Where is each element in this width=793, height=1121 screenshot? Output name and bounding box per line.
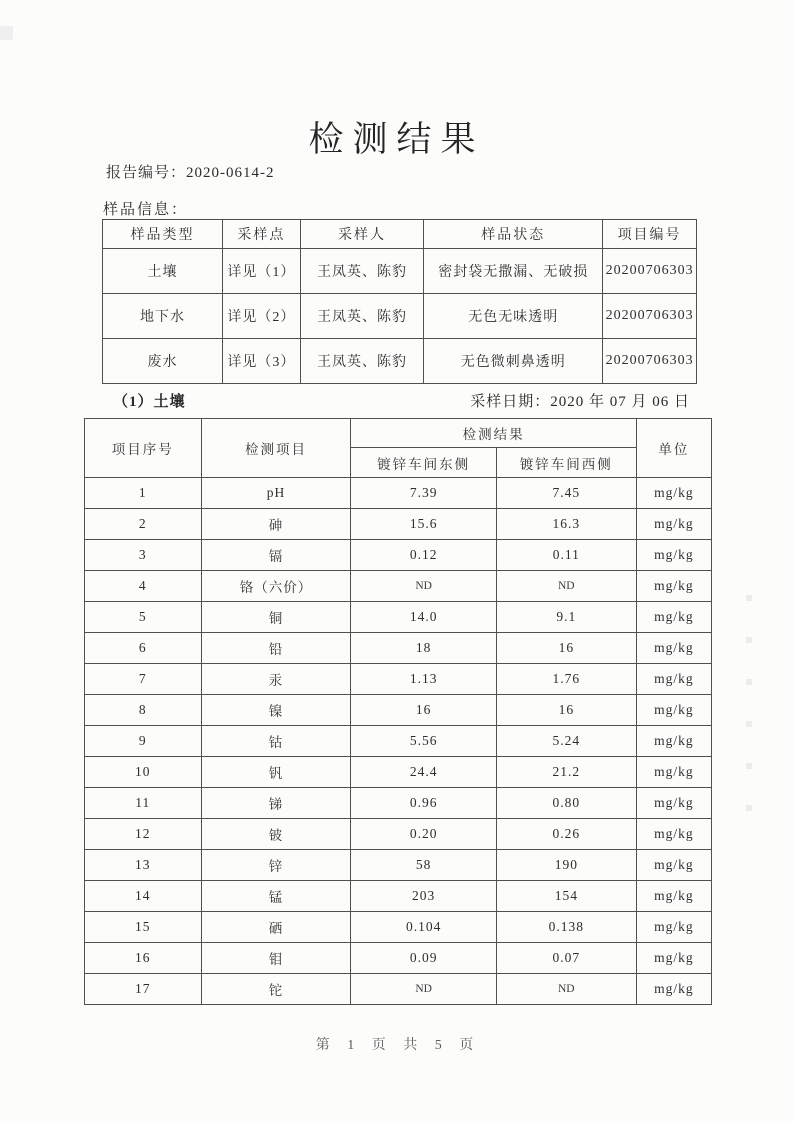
result-east: 7.39 bbox=[351, 478, 496, 509]
col-project-number: 项目编号 bbox=[603, 220, 697, 249]
result-unit: mg/kg bbox=[636, 664, 711, 695]
result-item: 汞 bbox=[201, 664, 351, 695]
result-unit: mg/kg bbox=[636, 912, 711, 943]
result-row bbox=[85, 695, 712, 726]
result-east: 14.0 bbox=[351, 602, 496, 633]
result-row bbox=[85, 757, 712, 788]
result-item: 锰 bbox=[201, 881, 351, 912]
result-west: 0.26 bbox=[496, 819, 636, 850]
result-east: 16 bbox=[351, 695, 496, 726]
sampling-date: 采样日期：2020 年 07 月 06 日 bbox=[470, 394, 690, 410]
result-row bbox=[85, 881, 712, 912]
result-item: pH bbox=[201, 478, 351, 509]
result-seq: 8 bbox=[85, 695, 202, 726]
result-item: 铅 bbox=[201, 633, 351, 664]
result-seq: 12 bbox=[85, 819, 202, 850]
result-unit: mg/kg bbox=[636, 726, 711, 757]
result-item: 镉 bbox=[201, 540, 351, 571]
result-row bbox=[85, 788, 712, 819]
result-east: 0.20 bbox=[351, 819, 496, 850]
result-east: 203 bbox=[351, 881, 496, 912]
project-number: 20200706303 bbox=[603, 294, 697, 339]
scan-edge-artifact bbox=[746, 595, 752, 840]
result-east: 0.96 bbox=[351, 788, 496, 819]
result-item: 镍 bbox=[201, 695, 351, 726]
col-result-group: 检测结果 bbox=[351, 419, 636, 448]
result-east: 1.13 bbox=[351, 664, 496, 695]
col-sampler: 采样人 bbox=[300, 220, 424, 249]
result-seq: 15 bbox=[85, 912, 202, 943]
result-east: 0.104 bbox=[351, 912, 496, 943]
result-west: 0.138 bbox=[496, 912, 636, 943]
result-west: 16 bbox=[496, 633, 636, 664]
result-seq: 3 bbox=[85, 540, 202, 571]
result-east: 18 bbox=[351, 633, 496, 664]
result-west: ND bbox=[496, 974, 636, 1005]
result-seq: 1 bbox=[85, 478, 202, 509]
page-title: 检测结果 bbox=[308, 120, 485, 159]
sampling-point: 详见（2） bbox=[222, 294, 300, 339]
sample-info-heading: 样品信息： bbox=[103, 202, 189, 218]
result-item: 铍 bbox=[201, 819, 351, 850]
report-number-label: 报告编号： bbox=[106, 165, 187, 181]
sample-info-table bbox=[102, 219, 697, 384]
result-unit: mg/kg bbox=[636, 633, 711, 664]
result-unit: mg/kg bbox=[636, 850, 711, 881]
sampling-point: 详见（3） bbox=[222, 339, 300, 384]
result-west: 21.2 bbox=[496, 757, 636, 788]
result-seq: 11 bbox=[85, 788, 202, 819]
result-east: 0.12 bbox=[351, 540, 496, 571]
result-row bbox=[85, 602, 712, 633]
result-east: ND bbox=[351, 571, 496, 602]
project-number: 20200706303 bbox=[603, 339, 697, 384]
soil-section-heading: （1）土壤 bbox=[113, 394, 186, 410]
result-item: 铬（六价） bbox=[201, 571, 351, 602]
result-seq: 14 bbox=[85, 881, 202, 912]
sample-type: 废水 bbox=[103, 339, 223, 384]
result-east: 0.09 bbox=[351, 943, 496, 974]
result-west: 0.11 bbox=[496, 540, 636, 571]
result-west: 0.07 bbox=[496, 943, 636, 974]
result-header-row-1 bbox=[85, 419, 712, 448]
sample-row bbox=[103, 294, 697, 339]
col-sample-type: 样品类型 bbox=[103, 220, 223, 249]
result-west: ND bbox=[496, 571, 636, 602]
result-row bbox=[85, 633, 712, 664]
col-sample-status: 样品状态 bbox=[424, 220, 603, 249]
col-item: 检测项目 bbox=[201, 419, 351, 478]
result-east: 24.4 bbox=[351, 757, 496, 788]
result-item: 铊 bbox=[201, 974, 351, 1005]
sample-type: 地下水 bbox=[103, 294, 223, 339]
result-unit: mg/kg bbox=[636, 571, 711, 602]
result-seq: 2 bbox=[85, 509, 202, 540]
result-row bbox=[85, 664, 712, 695]
result-row bbox=[85, 850, 712, 881]
result-unit: mg/kg bbox=[636, 819, 711, 850]
sampler: 王凤英、陈豹 bbox=[300, 294, 424, 339]
soil-result-table bbox=[84, 418, 712, 1005]
result-unit: mg/kg bbox=[636, 943, 711, 974]
sample-row bbox=[103, 339, 697, 384]
result-row bbox=[85, 509, 712, 540]
result-item: 钒 bbox=[201, 757, 351, 788]
result-unit: mg/kg bbox=[636, 788, 711, 819]
result-row bbox=[85, 943, 712, 974]
result-row bbox=[85, 974, 712, 1005]
result-west: 7.45 bbox=[496, 478, 636, 509]
sampler: 王凤英、陈豹 bbox=[300, 249, 424, 294]
soil-section-line bbox=[113, 390, 690, 411]
result-seq: 13 bbox=[85, 850, 202, 881]
result-west: 190 bbox=[496, 850, 636, 881]
result-west: 1.76 bbox=[496, 664, 636, 695]
col-unit: 单位 bbox=[636, 419, 711, 478]
result-west: 0.80 bbox=[496, 788, 636, 819]
result-item: 钴 bbox=[201, 726, 351, 757]
result-row bbox=[85, 819, 712, 850]
result-seq: 16 bbox=[85, 943, 202, 974]
result-unit: mg/kg bbox=[636, 540, 711, 571]
report-number-value: 2020-0614-2 bbox=[186, 165, 275, 181]
sampling-point: 详见（1） bbox=[222, 249, 300, 294]
report-number-line bbox=[106, 161, 275, 182]
result-unit: mg/kg bbox=[636, 974, 711, 1005]
result-seq: 5 bbox=[85, 602, 202, 633]
col-sampling-point: 采样点 bbox=[222, 220, 300, 249]
sample-row bbox=[103, 249, 697, 294]
result-seq: 17 bbox=[85, 974, 202, 1005]
result-row bbox=[85, 571, 712, 602]
page-footer: 第 1 页 共 5 页 bbox=[315, 1038, 478, 1053]
result-seq: 10 bbox=[85, 757, 202, 788]
project-number: 20200706303 bbox=[603, 249, 697, 294]
result-row bbox=[85, 726, 712, 757]
result-west: 16 bbox=[496, 695, 636, 726]
result-east: 5.56 bbox=[351, 726, 496, 757]
result-east: 15.6 bbox=[351, 509, 496, 540]
sample-header-row bbox=[103, 220, 697, 249]
sample-type: 土壤 bbox=[103, 249, 223, 294]
sample-status: 无色无味透明 bbox=[424, 294, 603, 339]
col-seq: 项目序号 bbox=[85, 419, 202, 478]
result-seq: 7 bbox=[85, 664, 202, 695]
result-unit: mg/kg bbox=[636, 695, 711, 726]
result-item: 砷 bbox=[201, 509, 351, 540]
result-item: 锑 bbox=[201, 788, 351, 819]
result-item: 硒 bbox=[201, 912, 351, 943]
result-east: 58 bbox=[351, 850, 496, 881]
result-west: 154 bbox=[496, 881, 636, 912]
result-unit: mg/kg bbox=[636, 757, 711, 788]
result-item: 钼 bbox=[201, 943, 351, 974]
col-west-side: 镀锌车间西侧 bbox=[496, 448, 636, 478]
result-unit: mg/kg bbox=[636, 509, 711, 540]
result-unit: mg/kg bbox=[636, 478, 711, 509]
sampler: 王凤英、陈豹 bbox=[300, 339, 424, 384]
result-row bbox=[85, 540, 712, 571]
result-row bbox=[85, 478, 712, 509]
result-east: ND bbox=[351, 974, 496, 1005]
result-item: 锌 bbox=[201, 850, 351, 881]
result-west: 5.24 bbox=[496, 726, 636, 757]
result-seq: 4 bbox=[85, 571, 202, 602]
result-seq: 6 bbox=[85, 633, 202, 664]
sample-status: 无色微刺鼻透明 bbox=[424, 339, 603, 384]
sample-status: 密封袋无撒漏、无破损 bbox=[424, 249, 603, 294]
col-east-side: 镀锌车间东侧 bbox=[351, 448, 496, 478]
result-west: 16.3 bbox=[496, 509, 636, 540]
result-unit: mg/kg bbox=[636, 881, 711, 912]
result-west: 9.1 bbox=[496, 602, 636, 633]
scan-corner-artifact bbox=[0, 26, 13, 40]
result-seq: 9 bbox=[85, 726, 202, 757]
result-row bbox=[85, 912, 712, 943]
result-unit: mg/kg bbox=[636, 602, 711, 633]
result-item: 铜 bbox=[201, 602, 351, 633]
